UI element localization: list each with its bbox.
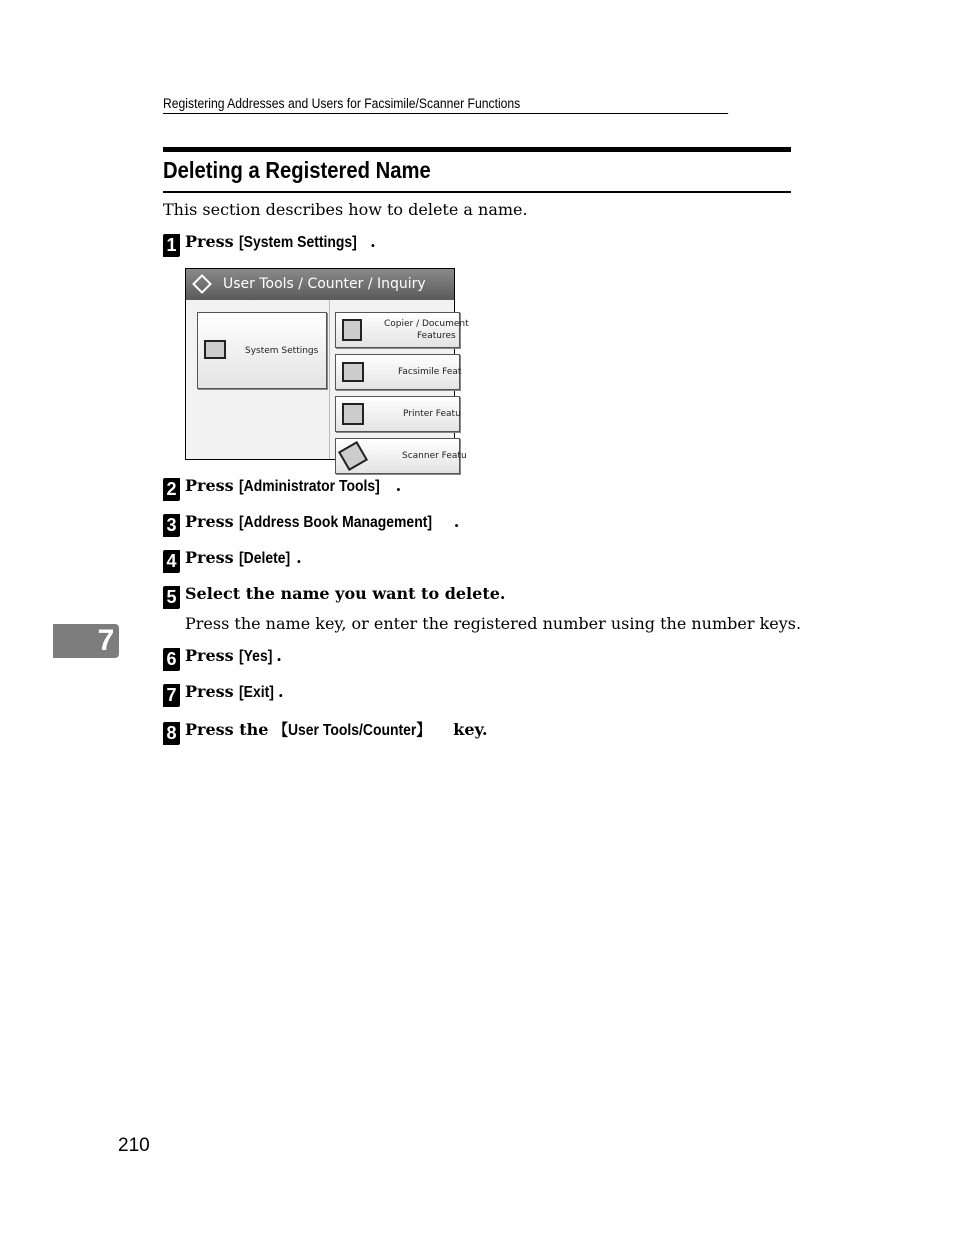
copier-label-line1: Copier / Document — [384, 319, 469, 329]
step-4 — [163, 548, 302, 573]
step-prefix: Press — [185, 512, 240, 531]
facsimile-features-button[interactable] — [335, 354, 460, 390]
step-7 — [163, 682, 284, 707]
divider — [329, 300, 330, 459]
printer-icon — [342, 403, 364, 425]
step-number: 4 — [163, 550, 180, 573]
step-suffix: . — [370, 232, 376, 251]
copier-icon — [342, 319, 362, 341]
chapter-tab: 7 — [53, 624, 119, 658]
step-key: [Yes] — [239, 648, 273, 665]
step-text: Select the name you want to delete. — [185, 584, 506, 603]
screen-header — [186, 269, 454, 300]
step-key: 【User Tools/Counter】 — [274, 722, 431, 739]
section-title: Deleting a Registered Name — [163, 157, 431, 183]
screen-title: User Tools / Counter / Inquiry — [223, 276, 426, 292]
step-prefix: Press — [185, 548, 240, 567]
step-suffix: . — [395, 476, 402, 495]
step-number: 3 — [163, 514, 180, 537]
system-settings-button[interactable] — [197, 312, 327, 389]
scanner-features-button[interactable] — [335, 438, 467, 474]
user-tools-screen — [185, 268, 469, 461]
copier-label-line2: Features — [417, 331, 456, 341]
step-number: 2 — [163, 478, 180, 501]
step-5 — [163, 584, 505, 609]
copier-features-button[interactable] — [335, 312, 469, 348]
step-suffix: . — [276, 646, 282, 665]
scanner-label: Scanner Featu — [402, 451, 467, 461]
step-key: [Delete] — [239, 550, 291, 567]
step-prefix: Press — [185, 646, 240, 665]
step-prefix: Press — [185, 232, 240, 251]
step-key: [Exit] — [239, 684, 275, 701]
user-tools-icon — [192, 274, 212, 294]
step-key: [Administrator Tools] — [239, 478, 381, 495]
step-3 — [163, 512, 459, 537]
step-8 — [163, 718, 488, 745]
printer-features-button[interactable] — [335, 396, 460, 432]
step-prefix: Press — [185, 682, 240, 701]
step-6 — [163, 646, 282, 671]
page-number: 210 — [118, 1135, 150, 1156]
step-suffix: key. — [447, 720, 488, 739]
step-suffix: . — [277, 682, 284, 701]
step-key: [Address Book Management] — [239, 514, 433, 531]
facsimile-label: Facsimile Feat — [398, 367, 462, 377]
title-rule-thin — [163, 191, 791, 193]
step-number: 7 — [163, 684, 180, 707]
step-1 — [163, 232, 376, 257]
step-suffix: . — [453, 512, 460, 531]
step-5-detail: Press the name key, or enter the registered number using the number keys. — [185, 614, 802, 633]
step-2 — [163, 476, 401, 501]
step-number: 5 — [163, 586, 180, 609]
step-prefix: Press the — [185, 720, 274, 739]
printer-label: Printer Featu — [403, 409, 461, 419]
step-suffix: . — [296, 548, 302, 567]
fax-icon — [342, 362, 364, 382]
clock-icon — [204, 340, 226, 359]
intro-paragraph: This section describes how to delete a name. — [163, 200, 528, 219]
title-rule-thick — [163, 147, 791, 152]
running-header: Registering Addresses and Users for Facsimile/Scanner Functions — [163, 96, 728, 114]
scanner-icon — [338, 441, 368, 471]
step-number: 1 — [163, 234, 180, 257]
step-number: 6 — [163, 648, 180, 671]
step-prefix: Press — [185, 476, 240, 495]
system-settings-label: System Settings — [245, 346, 319, 356]
step-number: 8 — [163, 722, 180, 745]
step-key: [System Settings] — [239, 234, 358, 251]
